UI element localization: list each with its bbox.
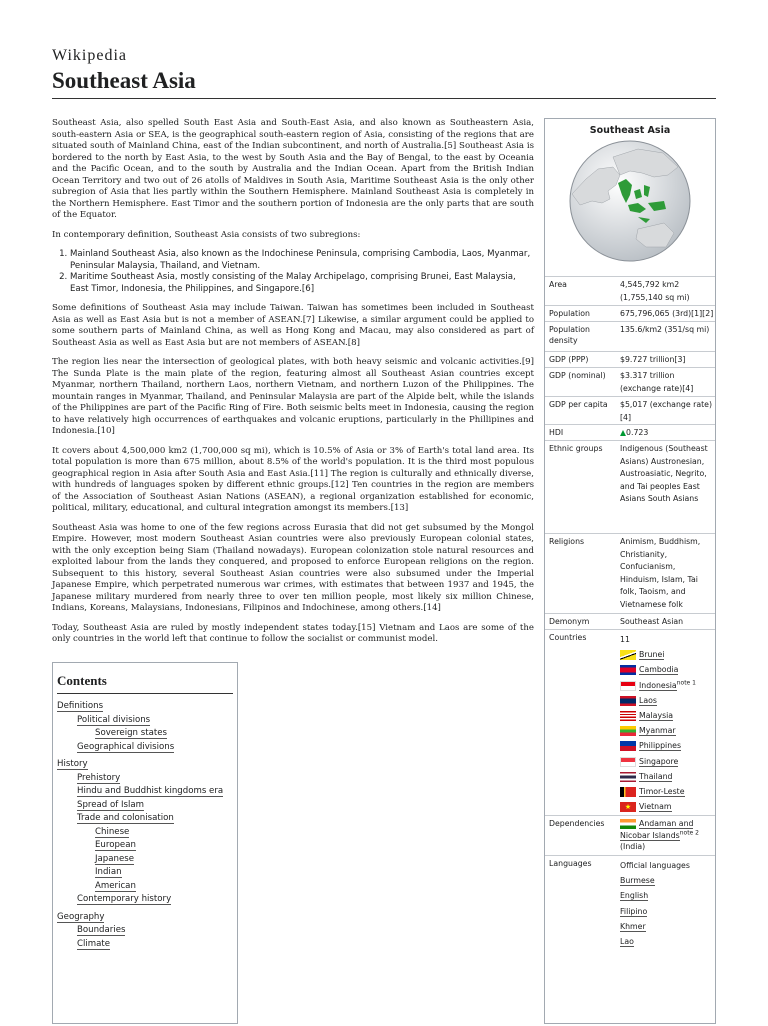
toc-title: Contents [57, 673, 233, 694]
toc-link[interactable]: Geography [57, 911, 105, 922]
increase-arrow-icon: ▲ [620, 428, 626, 437]
toc-link[interactable]: Trade and colonisation [77, 813, 174, 823]
singapore-flag-icon [620, 757, 636, 767]
country-link[interactable]: ★ Vietnam [620, 799, 715, 814]
location-map[interactable] [545, 136, 715, 266]
list-item: 2. Maritime Southeast Asia, mostly consisting of the Malay Archipelago, comprising Brunei, East Malaysia, East Timor, Indonesia, the Philippines, and Singapore.[6] [70, 272, 534, 295]
toc-link[interactable]: Boundaries [77, 925, 126, 935]
toc-link[interactable]: Sovereign states [95, 728, 167, 738]
country-link[interactable]: Malaysia [620, 708, 715, 723]
lead-paragraph: Southeast Asia, also spelled South East Asia and South-East Asia, and also known as Southeastern Asia, south-eastern Asia or SEA, is the geographical south-eastern region of Asia, consisting of the regions that are situated south of Mainland China, east of the Indian subcontinent, and north of Australia.[5] Southeast Asia is bordered to the north by East Asia, to the west by South Asia and the Bay of Bengal, to the east by Oceania and the Pacific Ocean, and to the south by Australia and the Indian Ocean. Apart from the British Indian Ocean Territory and two out of 26 atolls of Maldives in South Asia, Maritime Southeast Asia is the only other subregion of Asia that lies partly within the Southern Hemisphere. Mainland Southeast Asia is completely in the Northern Hemisphere. East Timor and the southern portion of Indonesia are the only parts that are south of the Equator. [52, 118, 534, 220]
toc-link[interactable]: Indian [95, 867, 122, 877]
infobox-row-area: Area 4,545,792 km2 (1,755,140 sq mi) [545, 276, 715, 314]
toc-link[interactable]: Prehistory [77, 772, 121, 783]
infobox-row-gdp-nominal: GDP (nominal) $3.317 trillion (exchange rate)[4] [545, 367, 715, 397]
subregions-intro: In contemporary definition, Southeast Asia consists of two subregions: [52, 229, 361, 240]
infobox-row-countries: Countries 11 Brunei Cambodia Indonesia$^{note 1}$ Laos Malaysia Myanmar Philippines Singapore Thailand Timor-Leste ★ Vietnam [545, 629, 715, 816]
wikipedia-logo[interactable]: Wikipedia [52, 47, 127, 64]
toc-link[interactable]: Contemporary history [77, 894, 172, 904]
definitions-paragraph: Some definitions of Southeast Asia may include Taiwan. Taiwan has sometimes been included in Southeast Asia as well as East Asia but is not a member of ASEAN.[7] Likewise, a similar argument could be applied to some southern parts of Mainland China, as well as Hong Kong and Macau, may also considered as part of Southeast Asia as well as East Asia but are not members of ASEAN.[8] [52, 303, 534, 348]
geology-paragraph: The region lies near the intersection of geological plates, with both heavy seismic and volcanic activities.[9] The Sunda Plate is the main plate of the region, featuring almost all Southeast Asian countries except Myanmar, northern Thailand, northern Laos, northern Vietnam, and northern Luzon of the Philippines. The mountain ranges in Myanmar, Thailand, and Peninsular Malaysia are part of the Alpide belt, while the islands of the Philippines are part of the Pacific Ring of Fire. Both seismic belts meet in Indonesia, causing the region to have relatively high occurrences of earthquakes and volcanic eruptions, particularly in the Phillipines and Indonesia.[10] [52, 357, 534, 436]
list-item[interactable]: Lao [620, 937, 634, 947]
toc-link[interactable]: European [95, 840, 136, 850]
infobox-row-dependencies: Dependencies Andaman and Nicobar Islands$^{note 2}$ (India) [545, 815, 715, 856]
toc-link[interactable]: Hindu and Buddhist kingdoms era [77, 786, 224, 796]
list-item: 1. Mainland Southeast Asia, also known as the Indochinese Peninsula, comprising Cambodia, Laos, Myanmar, Peninsular Malaysia, Thailand, and Vietnam. [70, 249, 534, 272]
toc-link[interactable]: Spread of Islam [77, 799, 145, 810]
infobox-row-demonym: Demonym Southeast Asian [545, 613, 715, 630]
brunei-flag-icon [620, 650, 636, 660]
infobox-row-gdp-ppp: GDP (PPP) $9.727 trillion[3] [545, 351, 715, 368]
india-flag-icon [620, 819, 636, 829]
toc-link[interactable]: Definitions [57, 701, 104, 711]
infobox-row-languages: Languages Official languages Burmese English Filipino Khmer Lao [545, 855, 715, 1026]
history-paragraph: Southeast Asia was home to one of the few regions across Eurasia that did not get subsumed by the Mongol Empire. However, most modern Southeast Asian countries were also previously European colonial states, with the only exception being Siam (Thailand nowadays). European colonization stole natural resources and exploited labour from the lands they conquered, and proposed to enforce European religions on the region. Subsequent to this history, several Southeast Asian countries were also subsumed under the Imperial Japanese Empire, which perpetrated numerous war crimes, with estimates that between 1937 and 1945, the Japanese military murdered from nearly three to over ten million people, most likely six million Chinese, Indians, Koreans, Malaysians, Indonesians, Filipinos and Indochinese, among others.[14] [52, 522, 534, 613]
toc-link[interactable]: Chinese [95, 826, 130, 837]
infobox-row-hdi: HDI ▲0.723 [545, 424, 715, 441]
thailand-flag-icon [620, 772, 636, 782]
vietnam-flag-icon: ★ [620, 802, 636, 812]
list-item: Official languages [620, 861, 690, 870]
area-paragraph: It covers about 4,500,000 km2 (1,700,000 sq mi), which is 10.5% of Asia or 3% of Earth's total land area. Its total population is more than 675 million, about 8.5% of the world's population. It is the third most populous geographical region in Asia after South Asia and East Asia.[11] The region is culturally and ethnically diverse, with hundreds of languages spoken by different ethnic groups.[12] Ten countries in the region are members of the Association of Southeast Asian Nations (ASEAN), a regional organization established for economic, political, military, educational, and cultural integration amongst its members.[13] [52, 445, 534, 513]
country-link[interactable]: Philippines [620, 738, 715, 753]
country-link[interactable]: Indonesia$^{note 1}$ [620, 678, 715, 693]
country-link[interactable]: Cambodia [620, 662, 715, 677]
infobox [544, 118, 716, 1024]
malaysia-flag-icon [620, 711, 636, 721]
toc-link[interactable]: American [95, 880, 136, 891]
toc-link[interactable]: Geographical divisions [77, 741, 175, 752]
list-item[interactable]: Filipino [620, 906, 648, 916]
toc-link[interactable]: Climate [77, 938, 111, 949]
laos-flag-icon [620, 696, 636, 706]
subregions-list [52, 249, 534, 295]
list-item[interactable]: English [620, 891, 649, 901]
infobox-row-religions: Religions Animism, Buddhism, Christianity, Confucianism, Hinduism, Islam, Tai folk, Taoism, and Vietnamese folk [545, 533, 715, 614]
toc-link[interactable]: Japanese [95, 853, 135, 864]
cambodia-flag-icon [620, 665, 636, 675]
timor-leste-flag-icon [620, 787, 636, 797]
country-link[interactable]: Singapore [620, 754, 715, 769]
indonesia-flag-icon [620, 681, 636, 691]
article-body [52, 118, 534, 654]
country-link[interactable]: Thailand [620, 769, 715, 784]
myanmar-flag-icon [620, 726, 636, 736]
infobox-title: Southeast Asia [589, 125, 671, 136]
infobox-row-ethnic-groups: Ethnic groups Indigenous (Southeast Asians) Austronesian, Austroasiatic, Negrito, and Tai peoples East Asians South Asians [545, 440, 715, 534]
table-of-contents [52, 662, 238, 1024]
globe-map-icon [568, 139, 692, 263]
country-link[interactable]: Brunei [620, 647, 715, 662]
philippines-flag-icon [620, 741, 636, 751]
title-divider [52, 98, 716, 99]
today-paragraph: Today, Southeast Asia are ruled by mostly independent states today.[15] Vietnam and Laos are some of the only countries in the world left that continue to follow the socialist or communist model. [52, 622, 534, 644]
country-link[interactable]: Timor-Leste [620, 784, 715, 799]
infobox-row-density: Population density 135.6/km2 (351/sq mi) [545, 321, 715, 352]
infobox-row-population: Population 675,796,065 (3rd)[1][2] [545, 305, 715, 322]
page-title: Southeast Asia [52, 68, 196, 93]
toc-link[interactable]: History [57, 759, 88, 769]
list-item[interactable]: Khmer [620, 921, 646, 931]
toc-link[interactable]: Political divisions [77, 714, 151, 725]
infobox-row-gdp-per-capita: GDP per capita $5,017 (exchange rate)[4] [545, 396, 715, 425]
list-item[interactable]: Burmese [620, 876, 655, 886]
country-link[interactable]: Laos [620, 693, 715, 708]
country-link[interactable]: Myanmar [620, 723, 715, 738]
